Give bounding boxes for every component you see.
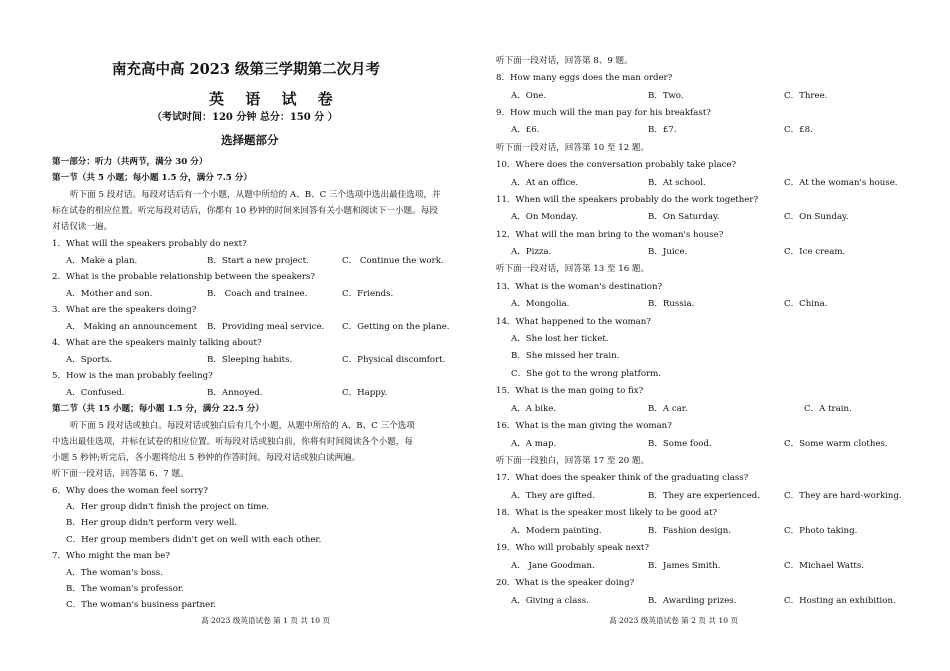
option-a: A．At an office.: [511, 178, 579, 188]
option-b: B．£7.: [648, 125, 677, 135]
section1-part1-heading: 第一节（共 5 小题；每小题 1.5 分，满分 7.5 分）: [52, 173, 252, 183]
option-c: C．Friends.: [342, 289, 394, 299]
question-16: 16．What is the man giving the woman?: [496, 421, 672, 431]
option-b: B．James Smith.: [648, 561, 721, 571]
option-b: B．Start a new project.: [207, 256, 309, 266]
question-13: 13．What is the woman's destination?: [496, 282, 663, 292]
option-c: C．Some warm clothes.: [784, 439, 888, 449]
option-c: C． Continue the work.: [342, 256, 444, 266]
option-b: B．Fashion design.: [648, 526, 732, 536]
option-c: C．A train.: [804, 404, 852, 414]
option-a: A．They are gifted.: [511, 491, 595, 501]
option-a: A．Mother and son.: [66, 289, 153, 299]
listen-instruction: 听下面一段独白，回答第 17 至 20 题。: [496, 456, 650, 466]
section1-heading: 第一部分：听力（共两节，满分 30 分）: [52, 157, 208, 167]
part-heading: 选择题部分: [221, 133, 279, 147]
listen-instruction: 听下面一段对话，回答第 10 至 12 题。: [496, 143, 650, 153]
option-c: C．Physical discomfort.: [342, 355, 446, 365]
option-b: B．On Saturday.: [648, 212, 720, 222]
page-footer: 高 2023 级英语试卷 第 2 页 共 10 页: [609, 616, 739, 625]
option-b: B．A car.: [648, 404, 688, 414]
option-a: A．Giving a class.: [511, 596, 589, 606]
option-c: C．Her group members didn't get on well with each other.: [66, 535, 322, 545]
option-a: A．Mongolia.: [511, 299, 570, 309]
question-15: 15．What is the man going to fix?: [496, 386, 644, 396]
option-c: C．Ice cream.: [784, 247, 846, 257]
option-c: C．Michael Watts.: [784, 561, 865, 571]
question-8: 8．How many eggs does the man order?: [496, 73, 673, 83]
section1-part2-heading: 第二节（共 15 小题；每小题 1.5 分，满分 22.5 分）: [52, 404, 264, 414]
option-a: A．Her group didn't finish the project on time.: [66, 502, 270, 512]
exam-title: 南充高中高 2023 级第三学期第二次月考: [112, 61, 380, 78]
question-14: 14．What happened to the woman?: [496, 317, 651, 327]
option-c: C．The woman's business partner.: [66, 600, 217, 610]
listen-instruction: 听下面一段对话，回答第 8、9 题。: [496, 56, 633, 66]
question-3: 3．What are the speakers doing?: [52, 305, 197, 315]
option-a: A．One.: [511, 91, 547, 101]
option-a: A．Sports.: [66, 355, 113, 365]
listen-instruction: 听下面一段对话，回答第 13 至 16 题。: [496, 264, 650, 274]
option-c: C．Photo taking.: [784, 526, 858, 536]
option-b: B．Juice.: [648, 247, 688, 257]
option-b: B．Her group didn't perform very well.: [66, 518, 238, 528]
option-c: C．China.: [784, 299, 828, 309]
option-c: C．Happy.: [342, 388, 388, 398]
question-20: 20．What is the speaker doing?: [496, 578, 635, 588]
question-6: 6．Why does the woman feel sorry?: [52, 486, 208, 496]
option-a: A．Modern painting.: [511, 526, 602, 536]
right-page: [475, 0, 950, 671]
option-a: A．Confused.: [66, 388, 125, 398]
exam-subject: 英 语 试 卷: [209, 90, 341, 108]
exam-info: （考试时间：120 分钟 总分：150 分 ）: [152, 112, 338, 123]
option-a: A． Making an announcement: [66, 322, 198, 332]
question-19: 19．Who will probably speak next?: [496, 543, 649, 553]
option-c: C．At the woman's house.: [784, 178, 898, 188]
option-b: B．At school.: [648, 178, 706, 188]
option-b: B．Some food.: [648, 439, 712, 449]
option-a: A．£6.: [511, 125, 540, 135]
option-c: C．£8.: [784, 125, 813, 135]
option-b: B．The woman's professor.: [66, 584, 184, 594]
option-a: A．Make a plan.: [66, 256, 138, 266]
question-7: 7．Who might the man be?: [52, 551, 170, 561]
option-c: C．On Sunday.: [784, 212, 849, 222]
option-a: A．Pizza.: [511, 247, 552, 257]
question-5: 5．How is the man probably feeling?: [52, 371, 213, 381]
option-a: A． Jane Goodman.: [511, 561, 595, 571]
option-b: B． Coach and trainee.: [207, 289, 308, 299]
option-c: C．Getting on the plane.: [342, 322, 450, 332]
instructions1-line: 听下面 5 段对话。每段对话后有一个小题，从题中所给的 A、B、C 三个选项中选出最佳选项，并: [70, 190, 441, 200]
option-a: A．A map.: [511, 439, 557, 449]
option-a: A．A bike.: [511, 404, 557, 414]
question-18: 18．What is the speaker most likely to be good at?: [496, 508, 718, 518]
option-b: B．Providing meal service.: [207, 322, 325, 332]
option-b: B．Annoyed.: [207, 388, 263, 398]
question-12: 12．What will the man bring to the woman's house?: [496, 230, 724, 240]
page-footer: 高 2023 级英语试卷 第 1 页 共 10 页: [201, 616, 331, 625]
instructions2-line: 小题 5 秒钟;听完后，各小题将给出 5 秒钟的作答时间。每段对话或独白读两遍。: [52, 453, 361, 463]
option-b: B．They are experienced.: [648, 491, 761, 501]
instructions1-line: 标在试卷的相应位置。听完每段对话后，你都有 10 秒钟的时间来回答有关小题和阅读下一小题。每段: [52, 206, 438, 216]
instructions1-line: 对话仅读一遍。: [52, 222, 113, 232]
option-a: A．She lost her ticket.: [511, 334, 609, 344]
option-b: B．Two.: [648, 91, 684, 101]
listen-instruction: 听下面一段对话，回答第 6、7 题。: [52, 469, 189, 479]
option-c: C．She got to the wrong platform.: [511, 369, 662, 379]
option-a: A．On Monday.: [511, 212, 578, 222]
question-17: 17．What does the speaker think of the graduating class?: [496, 473, 749, 483]
option-b: B．Russia.: [648, 299, 695, 309]
option-b: B．Sleeping habits.: [207, 355, 293, 365]
option-b: B．She missed her train.: [511, 351, 620, 361]
option-c: C．Three.: [784, 91, 828, 101]
question-9: 9．How much will the man pay for his breakfast?: [496, 108, 711, 118]
question-10: 10．Where does the conversation probably take place?: [496, 160, 737, 170]
instructions2-line: 中选出最佳选项，并标在试卷的相应位置。听每段对话或独白前，你将有时间阅读各个小题，每: [52, 437, 413, 447]
question-1: 1．What will the speakers probably do next?: [52, 239, 247, 249]
question-2: 2．What is the probable relationship between the speakers?: [52, 272, 315, 282]
instructions2-line: 听下面 5 段对话或独白。每段对话或独白后有几个小题，从题中所给的 A、B、C 三个选项: [70, 421, 415, 431]
question-11: 11．When will the speakers probably do the work together?: [496, 195, 759, 205]
question-4: 4．What are the speakers mainly talking about?: [52, 338, 262, 348]
option-b: B．Awarding prizes.: [648, 596, 737, 606]
option-c: C．Hosting an exhibition.: [784, 596, 896, 606]
option-c: C．They are hard-working.: [784, 491, 902, 501]
option-a: A．The woman's boss.: [66, 568, 163, 578]
